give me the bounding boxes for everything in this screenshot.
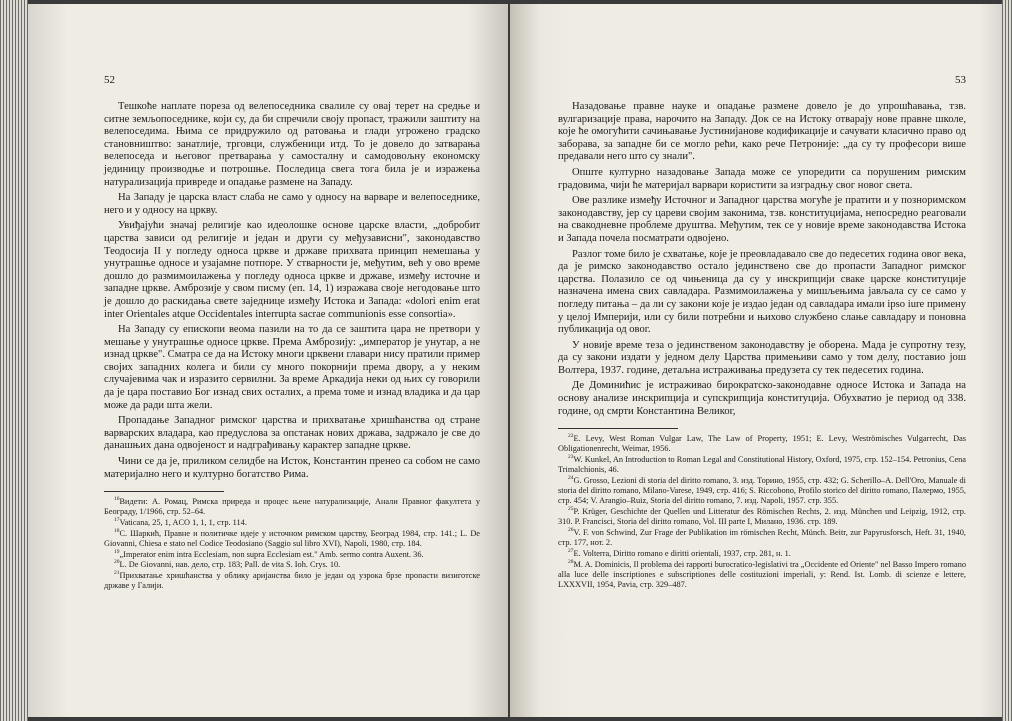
footnote-number: 19 [114,548,120,555]
footnote-number: 26 [568,527,574,534]
footnote-number: 17 [114,517,120,524]
footnote [558,549,966,559]
footnote [558,434,966,454]
footnote-text: V. F. von Schwind, Zur Frage der Publikation im römischen Recht, Münch. Beitr, zur Papyrusforsch, Heft. 31, 1940, стр. 177, нот. 2. [558,528,966,548]
footnote [104,529,480,549]
footnote [104,550,480,560]
footnote-text: „Imperator enim intra Ecclesiam, non supra Ecclesiam est." Amb. sermo contra Auxent. 36. [119,549,424,559]
left-page-edges [0,0,28,721]
footnote [558,528,966,548]
footnote-divider [558,428,678,429]
paragraph: На Западу су епископи веома пазили на то да се заштита цара не претвори у мешање у унутрашње односе цркве. Према Амброзију: „император је унутар, а не изнад цркве". Сматра се да на Истоку многи црквени главари нису пратили пример својих западних колега и били су много покорнији према двору, а у неким случајевима чак и изразито сервилни. За време Аркадија неки од њих су говорили да је цара поставио Бог изнад свих осталих, а према томе и изнад владика и да цар може да ради шта жели. [104,324,480,411]
footnote-divider [104,491,224,492]
footnote [104,560,480,570]
paragraph: У новије време теза о јединственом законодавству је оборена. Мада је супротну тезу, да су закони издати у једном делу Царства примењиви само у том делу, поставио још Волтера, 1937. године, детаљна истраживања предузета су тек педесетих година. [558,339,966,376]
paragraph: Разлог томе било је схватање, које је преовладавало све до педесетих година овог века, да је римско законодавство остало јединствено све до пропасти Западног римског царства. Полазило се од чињеница да су у инскрипцији сваке царске конституције назначена имена свих савладара. Размимоилажења у мишљењима јављала су се само у погледу питања – да ли су закони које је издао један од савладара имали ipso iure примену у целој Империји, или су били потребни и њихово службено слање савладару и поновна публикација од овог. [558,248,966,336]
right-page [510,4,1002,717]
footnote-text: L. De Giovanni, нав. дело, стр. 183; Pall. de vita S. Ioh. Crys. 10. [119,560,341,570]
paragraph: Де Доминићис је истраживао бирократско-законодавне односе Истока и Запада на основу анализе инскрипција и супскрипција конституција. Обухватио је период од 338. године, од смрти Константина Великог, [558,380,966,417]
footnote-text: W. Kunkel, An Introduction to Roman Legal and Constitutional History, Oxford, 1975, стр. 152–154. Petronius, Cena Trimalchionis, 46. [558,455,966,475]
footnote-number: 16 [114,496,120,503]
left-page [28,4,508,717]
footnote-number: 25 [568,506,574,513]
footnote-number: 22 [568,433,574,440]
footnote-text: Vaticana, 25, 1, ACO 1, 1, 1, стр. 114. [119,518,247,528]
footnote-number: 23 [568,454,574,461]
paragraph: Увиђајући значај религије као идеолошке основе царске власти, „добробит царства зависи од религије и један и други су међузависни", законодавство Теодосија II у погледу односа цркве и државе прихвата принцип немешања у унутрашње односе и узајамне потпоре. У стварности је, међутим, већ у ово време дошло до размимоилажења у погледу односа цркве и државе, између источне и западне цркве. Амброзије у свом писму (еп. 14, 1) изражава своје негодовање што је дошло до раскидања свете заједнице између Истока и Запада: «dolori enim erat inter Orientales atque Occidentales interrupta sacrae communionis esse consortia». [104,220,480,320]
footnotes [558,434,966,590]
paragraph: На Западу је царска власт слаба не само у односу на варваре и велепоседнике, него и у односу на цркву. [104,192,480,216]
footnote [558,507,966,527]
paragraph: Ове разлике између Источног и Западног царства могуће је пратити и у позноримском законодавству, јер су цареви својим законима, тзв. конституцијама, непосредно реаговали на свакодневне проблеме друштва. Међутим, тек се у новије време законодавства Истока и Запада почела посматрати одвојено. [558,195,966,244]
right-page-edges [1002,0,1012,721]
paragraph: Опште културно назадовање Запада може се упоредити са порушеним римским градовима, чији ће материјал варвари користити за изградњу свог новог света. [558,166,966,191]
body-text [104,101,480,481]
footnote [104,497,480,517]
footnote-number: 28 [568,558,574,565]
footnote [558,560,966,591]
page-number: 52 [104,74,115,86]
footnote-text: С. Шаркић, Правне и политичке идеје у источном римском царству, Београд 1984, стр. 141.; L. De Giovanni, Chiesa e stato nel Codice Teodosiano (Saggio sul libro XVI), Napoli, 1980, стр. 184. [104,528,480,549]
footnote-number: 21 [114,570,120,577]
footnote [104,571,480,591]
footnotes [104,497,480,591]
footnote [558,476,966,507]
footnote-text: Прихватање хришћанства у облику аријанства било је један од узрока брзе пропасти визиготске државе у Галији. [104,571,480,591]
body-text [558,101,966,418]
paragraph: Пропадање Западног римског царства и прихватање хришћанства од стране варварских владара, као предуслова за опстанак нових држава, задржало је све до данашњих дана одвојеност и надграђивању карактер западне цркве. [104,415,480,452]
footnote-text: P. Krüger, Geschichte der Quellen und Litteratur des Römischen Rechts, 2. изд. München und Leipzig, 1912, стр. 310. P. Francisci, Storia del diritto romano, Vol. III parte I, Милано, 1936. стр. 189. [558,507,966,527]
footnote-number: 27 [568,548,574,555]
paragraph: Тешкоће наплате пореза од велепоседника свалиле су овај терет на средње и ситне земљопоседнике, који су, да би спречили своју пропаст, тражили заштиту на велепоседима. Њима се придружило од ратовања и глади угрожено градско становништво: занатлије, трговци, службеници итд. То је довело до затварања велепоседа и његовог претварања у самосталну и самодовољну економску јединицу производње и потрошње. Последица свега тога била је и изражења натурализација привреде и опадање размене на Западу. [104,101,480,188]
page-number: 53 [955,74,966,86]
footnote-number: 24 [568,475,574,482]
footnote [104,518,480,528]
footnote-text: G. Grosso, Lezioni di storia del diritto romano, 3. изд. Торино, 1955, стр. 432; G. Scherillo–A. Dell'Oro, Manuale di storia del diritto romano, Milano-Varese, 1949, стр. 416; S. Riccobono, Profilo storico del diritto romano, Палермо, 1955, стр. 454; V. Arangio–Ruiz, Storia del diritto romano, 7. изд. Napoli, 1957. стр. 355. [558,476,966,506]
footnote-text: M. A. Dominicis, Il problema dei rapporti burocratico-legislativi tra „Occidente ed Oriente" nel Basso Impero romano alla luce delle inscriptiones e subscriptiones delle costituzioni imperiali, у: Rend. Ist. Lomb. di scienze e lettere, LXXXVII, 1954, Pavia, стр. 329–487. [558,559,966,590]
footnote-number: 18 [114,528,120,535]
footnote-number: 20 [114,559,120,566]
paragraph: Чини се да је, приликом селидбе на Исток, Константин пренео са собом не само материјално него и културно богатство Рима. [104,456,480,480]
footnote [558,455,966,475]
footnote-text: E. Levy, West Roman Vulgar Law, The Law of Property, 1951; E. Levy, Weströmisches Vulgarrecht, Das Obligationenrecht, Weimar, 1956. [558,434,966,454]
paragraph: Назадовање правне науке и опадање размене довело је до упрошћавања, тзв. вулгаризације права, нарочито на Западу. Док се на Истоку отварају нове правне школе, које ће омогућити сачињавање Јустинијанове кодификације и сачувати класично право од заборава, за западне би се могло рећи, како рече Петроније: „да су ту професори више предавали него што су знали". [558,101,966,163]
footnote-text: E. Volterra, Diritto romano e diritti orientali, 1937, стр. 281, н. 1. [573,548,791,558]
footnote-text: Видети: А. Ромац, Римска приреда и процес њене натурализације, Анали Правног факултета у Београду, 1/1966, стр. 52–64. [104,497,480,517]
